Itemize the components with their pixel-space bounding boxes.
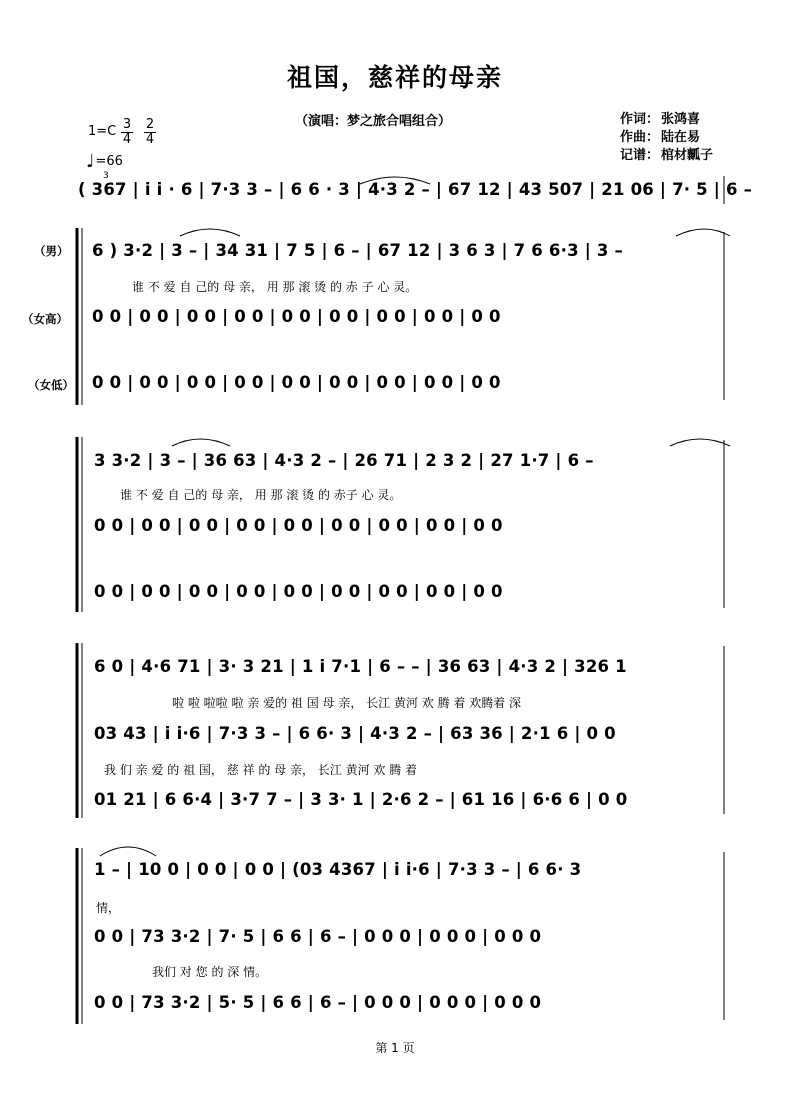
s3-alto-notes: 01 21 | 6 6·4 | 3·7 7 – | 3 3· 1 | 2·6 2 – | 61 16 | 6·6 6 | 0 0 xyxy=(94,790,628,809)
slur-s1-b xyxy=(676,229,730,236)
page-number: 第 1 页 xyxy=(375,1041,415,1055)
composer-name: 陆在易 xyxy=(661,130,701,145)
time-sig-1-denominator: 4 xyxy=(122,132,132,147)
composer-label: 作曲： xyxy=(620,130,660,145)
key-signature: 1=C xyxy=(88,124,117,139)
slur-s4-a xyxy=(100,847,156,856)
lyricist-name: 张鸿喜 xyxy=(661,112,701,127)
s3-male-lyrics: 啦 啦 啦啦 啦 亲 爱的 祖 国 母 亲， 长江 黄河 欢 腾 着 欢腾着 深 xyxy=(172,696,522,710)
s4-soprano-notes: 0 0 | 73 3·2 | 7· 5 | 6 6 | 6 – | 0 0 0 | 0 0 0 | 0 0 0 xyxy=(94,927,542,946)
performer-credit: （演唱：梦之旅合唱组合） xyxy=(295,114,452,129)
slur-s1-a xyxy=(180,229,240,236)
part-label-alto: （女低） xyxy=(28,378,74,392)
triplet-mark: 3 xyxy=(103,171,109,181)
slur-s2-b xyxy=(670,439,730,446)
s1-soprano-notes: 0 0 | 0 0 | 0 0 | 0 0 | 0 0 | 0 0 | 0 0 | 0 0 | 0 0 xyxy=(92,307,501,326)
time-sig-2-denominator: 4 xyxy=(145,132,155,147)
transcriber-label: 记谱： xyxy=(620,148,660,163)
tempo-value: =66 xyxy=(95,154,123,169)
intro-notes: ( 367 | i i · 6 | 7·3 3 – | 6 6 · 3 | 4·3 2 – | 67 12 | 43 507 | 21 06 | 7· 5 | 6 – xyxy=(78,180,753,199)
s4-male-notes: 1 – | 10 0 | 0 0 | 0 0 | (03 4367 | i i·6 | 7·3 3 – | 6 6· 3 xyxy=(94,860,582,879)
transcriber-name: 棺材瓤子 xyxy=(661,148,714,163)
s1-alto-notes: 0 0 | 0 0 | 0 0 | 0 0 | 0 0 | 0 0 | 0 0 | 0 0 | 0 0 xyxy=(92,373,501,392)
part-label-soprano: （女高） xyxy=(22,312,68,326)
slur-intro xyxy=(360,177,430,184)
lyricist-label: 作词： xyxy=(620,112,660,127)
s3-soprano-lyrics: 我 们 亲 爱 的 祖 国， 慈 祥 的 母 亲， 长江 黄河 欢 腾 着 xyxy=(104,763,418,777)
s4-alto-notes: 0 0 | 73 3·2 | 5· 5 | 6 6 | 6 – | 0 0 0 | 0 0 0 | 0 0 0 xyxy=(94,993,542,1012)
s1-male-lyrics: 谁 不 爱 自 己的 母 亲， 用 那 滚 烫 的 赤 子 心 灵。 xyxy=(132,280,418,294)
s3-male-notes: 6 0 | 4·6 71 | 3· 3 21 | 1 i 7·1 | 6 – – | 36 63 | 4·3 2 | 326 1 xyxy=(94,657,627,676)
s3-soprano-notes: 03 43 | i i·6 | 7·3 3 – | 6 6· 3 | 4·3 2 – | 63 36 | 2·1 6 | 0 0 xyxy=(94,724,616,743)
s1-male-notes: 6 ) 3·2 | 3 – | 34 31 | 7 5 | 6 – | 67 12 | 3 6 3 | 7 6 6·3 | 3 – xyxy=(92,241,623,260)
time-sig-1-numerator: 3 xyxy=(122,117,132,132)
time-sig-2-numerator: 2 xyxy=(145,117,155,132)
part-label-male: （男） xyxy=(34,244,69,258)
s2-soprano-notes: 0 0 | 0 0 | 0 0 | 0 0 | 0 0 | 0 0 | 0 0 | 0 0 | 0 0 xyxy=(94,516,503,535)
quarter-note-icon: ♩ xyxy=(86,151,95,172)
s2-male-lyrics: 谁 不 爱 自 己的 母 亲， 用 那 滚 烫 的 赤子 心 灵。 xyxy=(120,488,402,502)
song-title: 祖国，慈祥的母亲 xyxy=(286,63,503,92)
s2-alto-notes: 0 0 | 0 0 | 0 0 | 0 0 | 0 0 | 0 0 | 0 0 | 0 0 | 0 0 xyxy=(94,582,503,601)
s2-male-notes: 3 3·2 | 3 – | 36 63 | 4·3 2 – | 26 71 | 2 3 2 | 27 1·7 | 6 – xyxy=(94,451,594,470)
s4-soprano-lyrics: 我们 对 您 的 深 情。 xyxy=(152,965,268,979)
slur-s2-a xyxy=(172,439,230,446)
s4-male-lyrics: 情， xyxy=(96,901,121,915)
